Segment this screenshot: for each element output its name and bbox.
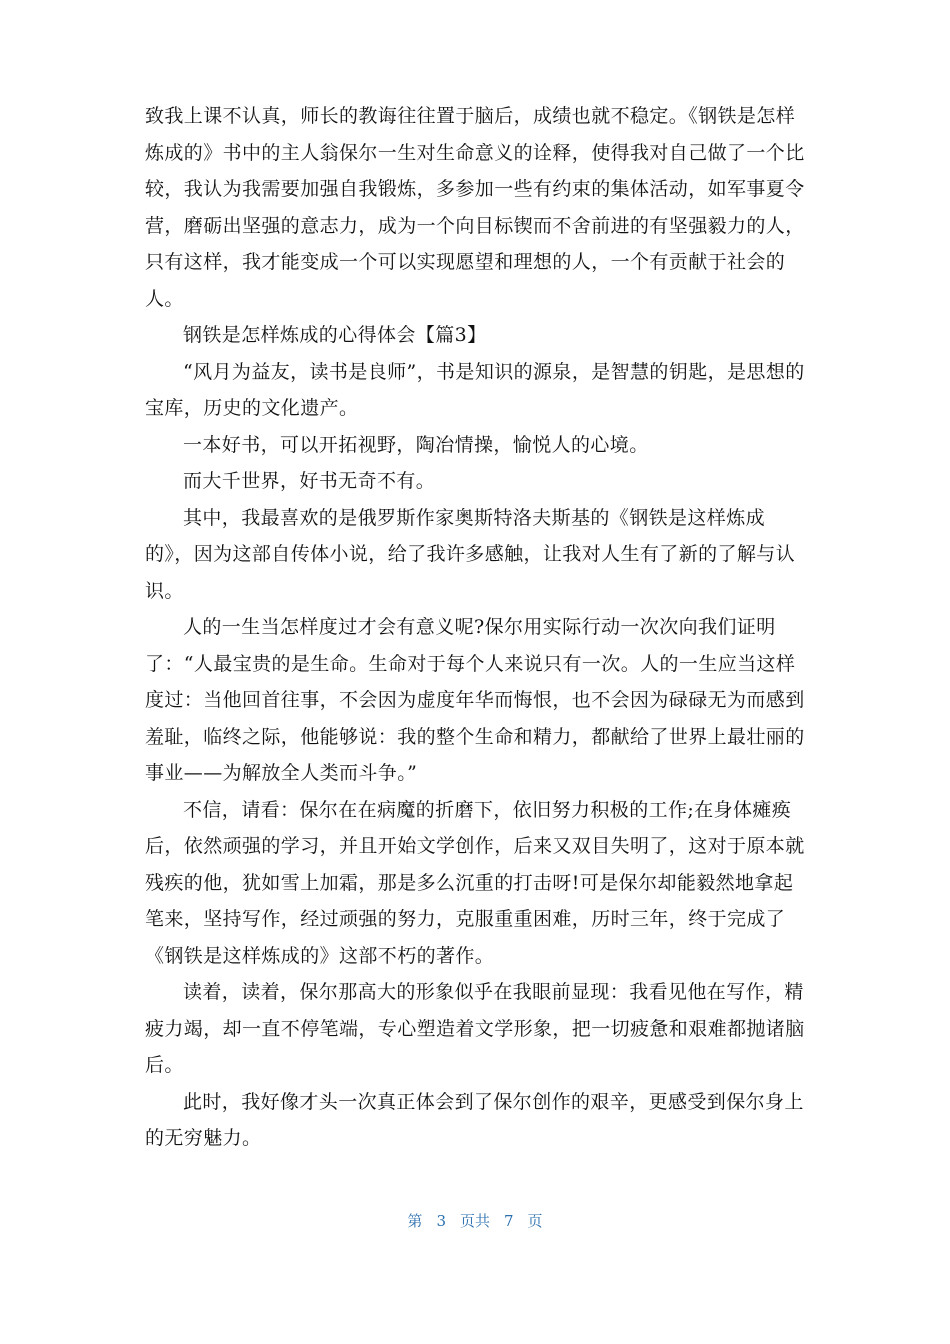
footer-page-number: 3 — [436, 1212, 446, 1230]
paragraph-4: 一本好书，可以开拓视野，陶冶情操，愉悦人的心境。 — [183, 433, 649, 456]
footer-prefix: 第 — [407, 1212, 423, 1230]
paragraph-1: 致我上课不认真，师长的教诲往往置于脑后，成绩也就不稳定。《钢铁是怎样炼成的》书中的主人翁保尔一生对生命意义的诠释，使得我对自己做了一个比较，我认为我需要加强自我锻炼，多参加一些有约束的集体活动，如军事夏令营，磨砺出坚强的意志力，成为一个向目标锲而不舍前进的有坚强毅力的人，只有这样，我才能变成一个可以实现愿望和理想的人，一个有贡献于社会的人。 — [145, 105, 805, 310]
paragraph-10: 此时，我好像才头一次真正体会到了保尔创作的艰辛，更感受到保尔身上的无穷魅力。 — [145, 1090, 804, 1149]
footer-total-pages: 7 — [504, 1212, 514, 1230]
footer-suffix: 页 — [527, 1212, 543, 1230]
paragraph-3: “风月为益友，读书是良师”，书是知识的源泉，是智慧的钥匙，是思想的宝库，历史的文化遗产。 — [145, 360, 805, 419]
paragraph-7: 人的一生当怎样度过才会有意义呢?保尔用实际行动一次次向我们证明了：“人最宝贵的是生命。生命对于每个人来说只有一次。人的一生应当这样度过：当他回首往事，不会因为虚度年华而悔恨，也不会因为碌碌无为而感到羞耻，临终之际，他能够说：我的整个生命和精力，都献给了世界上最壮丽的事业——为解放全人类而斗争。” — [145, 616, 805, 784]
paragraph-9: 读着，读着，保尔那高大的形象似乎在我眼前显现：我看见他在写作，精疲力竭，却一直不停笔端，专心塑造着文学形象，把一切疲惫和艰难都抛诸脑后。 — [145, 981, 805, 1076]
document-body — [145, 98, 810, 1157]
page-footer — [0, 1210, 950, 1231]
paragraph-8: 不信，请看：保尔在在病魔的折磨下，依旧努力积极的工作;在身体瘫痪后，依然顽强的学习，并且开始文学创作，后来又双目失明了，这对于原本就残疾的他，犹如雪上加霜，那是多么沉重的打击呀!可是保尔却能毅然地拿起笔来，坚持写作，经过顽强的努力，克服重重困难，历时三年，终于完成了《钢铁是这样炼成的》这部不朽的著作。 — [145, 798, 805, 967]
footer-middle: 页共 — [459, 1212, 490, 1230]
section-heading: 钢铁是怎样炼成的心得体会【篇3】 — [183, 324, 487, 346]
paragraph-6: 其中，我最喜欢的是俄罗斯作家奥斯特洛夫斯基的《钢铁是这样炼成的》，因为这部自传体小说，给了我许多感触，让我对人生有了新的了解与认识。 — [145, 506, 796, 602]
paragraph-5: 而大千世界，好书无奇不有。 — [183, 470, 436, 492]
